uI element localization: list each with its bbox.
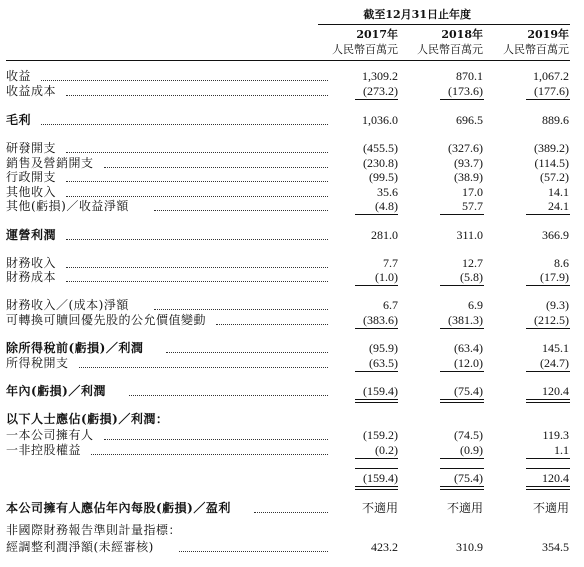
cell-value-col-2: 12.7	[462, 256, 483, 270]
row-label: 其他收入	[6, 185, 57, 199]
leader-dots	[154, 210, 329, 211]
subtotal-rule	[440, 489, 484, 490]
cell-value-col-2: (5.8)	[460, 270, 483, 284]
leader-dots	[154, 309, 329, 310]
year-2017-header: 2017年	[356, 28, 398, 41]
cell-value-col-2: 696.5	[456, 113, 483, 127]
cell-value-col-3: (389.2)	[534, 141, 569, 155]
cell-value-col-1: (455.5)	[363, 141, 398, 155]
cell-value-col-2: 17.0	[462, 185, 483, 199]
cell-value-col-2: 311.0	[456, 228, 483, 242]
leader-dots	[66, 196, 328, 197]
cell-value-col-1: (159.2)	[363, 428, 398, 442]
cell-value-col-3: (24.7)	[540, 356, 569, 370]
subtotal-rule	[526, 285, 570, 286]
cell-value-col-1: (95.9)	[369, 341, 398, 355]
cell-value-col-2: (0.9)	[460, 443, 483, 457]
cell-value-col-3: (114.5)	[534, 156, 569, 170]
row-label: 一非控股權益	[6, 443, 82, 457]
subtotal-rule	[526, 468, 570, 469]
row-label: 以下人士應佔(虧損)／利潤：	[6, 412, 169, 426]
subtotal-rule	[526, 371, 570, 372]
unit-2018-header: 人民幣百萬元	[417, 43, 483, 56]
subtotal-rule	[526, 486, 570, 487]
subtotal-rule	[355, 402, 398, 403]
cell-value-col-3: 889.6	[542, 113, 569, 127]
subtotal-rule	[355, 328, 398, 329]
subtotal-rule	[526, 402, 570, 403]
cell-value-col-3: (9.3)	[546, 298, 569, 312]
subtotal-rule	[440, 371, 484, 372]
row-label: 研發開支	[6, 141, 57, 155]
leader-dots	[91, 454, 328, 455]
cell-value-col-2: 870.1	[456, 69, 483, 83]
cell-value-col-2: 不適用	[446, 501, 483, 515]
row-label: 除所得稅前(虧損)／利潤	[6, 341, 144, 355]
row-label: 運營利潤	[6, 228, 57, 242]
cell-value-col-3: 366.9	[542, 228, 569, 242]
cell-value-col-2: (75.4)	[454, 384, 483, 398]
leader-dots	[254, 512, 329, 513]
subtotal-rule	[526, 399, 570, 400]
row-label: 收益成本	[6, 84, 57, 98]
unit-2017-header: 人民幣百萬元	[332, 43, 398, 56]
period-header: 截至12月31日止年度	[363, 8, 471, 21]
subtotal-rule	[355, 486, 398, 487]
cell-value-col-1: 1,309.2	[362, 69, 398, 83]
subtotal-rule	[440, 285, 484, 286]
leader-dots	[66, 267, 328, 268]
cell-value-col-3: (177.6)	[534, 84, 569, 98]
table-top-rule	[6, 60, 570, 61]
row-label: 行政開支	[6, 170, 57, 184]
cell-value-col-1: (1.0)	[375, 270, 398, 284]
leader-dots	[104, 439, 329, 440]
cell-value-col-3: 14.1	[548, 185, 569, 199]
row-label: 毛利	[6, 113, 32, 127]
leader-dots	[66, 281, 328, 282]
unit-2019-header: 人民幣百萬元	[503, 43, 569, 56]
cell-value-col-1: (99.5)	[369, 170, 398, 184]
leader-dots	[104, 167, 329, 168]
subtotal-rule	[440, 402, 484, 403]
row-label: 銷售及營銷開支	[6, 156, 94, 170]
cell-value-col-1: (159.4)	[363, 471, 398, 485]
cell-value-col-1: 423.2	[371, 540, 398, 554]
leader-dots	[66, 239, 328, 240]
cell-value-col-1: 281.0	[371, 228, 398, 242]
cell-value-col-2: (38.9)	[454, 170, 483, 184]
subtotal-rule	[526, 99, 570, 100]
cell-value-col-1: 1,036.0	[362, 113, 398, 127]
row-label: 一本公司擁有人	[6, 428, 94, 442]
cell-value-col-3: 1,067.2	[533, 69, 569, 83]
subtotal-rule	[355, 399, 398, 400]
leader-dots	[129, 395, 329, 396]
cell-value-col-3: 119.3	[542, 428, 569, 442]
row-label: 可轉換可贖回優先股的公允價值變動	[6, 313, 207, 327]
cell-value-col-2: (75.4)	[454, 471, 483, 485]
row-label: 年內(虧損)／利潤	[6, 384, 106, 398]
cell-value-col-2: (173.6)	[448, 84, 483, 98]
subtotal-rule	[440, 328, 484, 329]
cell-value-col-2: (12.0)	[454, 356, 483, 370]
subtotal-rule	[440, 468, 484, 469]
cell-value-col-1: 7.7	[383, 256, 398, 270]
subtotal-rule	[355, 468, 398, 469]
cell-value-col-3: 145.1	[542, 341, 569, 355]
leader-dots	[166, 352, 328, 353]
row-label: 其他(虧損)／收益淨額	[6, 199, 129, 213]
cell-value-col-3: 8.6	[554, 256, 569, 270]
row-label: 本公司擁有人應佔年內每股(虧損)／盈利	[6, 501, 231, 515]
cell-value-col-3: (17.9)	[540, 270, 569, 284]
subtotal-rule	[440, 214, 484, 215]
subtotal-rule	[355, 458, 398, 459]
cell-value-col-2: 310.9	[456, 540, 483, 554]
leader-dots	[66, 181, 328, 182]
row-label: 所得稅開支	[6, 356, 69, 370]
cell-value-col-3: (212.5)	[534, 313, 569, 327]
cell-value-col-2: (381.3)	[448, 313, 483, 327]
cell-value-col-3: 120.4	[542, 471, 569, 485]
row-label: 非國際財務報告準則計量指標：	[6, 523, 182, 537]
cell-value-col-1: 6.7	[383, 298, 398, 312]
cell-value-col-1: (0.2)	[375, 443, 398, 457]
cell-value-col-1: (159.4)	[363, 384, 398, 398]
leader-dots	[41, 124, 328, 125]
leader-dots	[216, 324, 328, 325]
cell-value-col-2: (74.5)	[454, 428, 483, 442]
row-label: 收益	[6, 69, 32, 83]
year-2019-header: 2019年	[527, 28, 569, 41]
subtotal-rule	[440, 99, 484, 100]
cell-value-col-3: 354.5	[542, 540, 569, 554]
cell-value-col-2: (63.4)	[454, 341, 483, 355]
subtotal-rule	[526, 458, 570, 459]
leader-dots	[41, 80, 328, 81]
row-label: 經調整利潤淨額(未經審核)	[6, 540, 154, 554]
cell-value-col-3: 120.4	[542, 384, 569, 398]
cell-value-col-2: 57.7	[462, 199, 483, 213]
subtotal-rule	[355, 489, 398, 490]
cell-value-col-1: (4.8)	[375, 199, 398, 213]
year-2018-header: 2018年	[441, 28, 483, 41]
subtotal-rule	[526, 214, 570, 215]
cell-value-col-1: (63.5)	[369, 356, 398, 370]
subtotal-rule	[440, 399, 484, 400]
subtotal-rule	[355, 99, 398, 100]
cell-value-col-2: (327.6)	[448, 141, 483, 155]
leader-dots	[66, 95, 328, 96]
cell-value-col-1: 不適用	[361, 501, 398, 515]
subtotal-rule	[440, 486, 484, 487]
leader-dots	[66, 152, 328, 153]
cell-value-col-2: 6.9	[468, 298, 483, 312]
row-label: 財務收入	[6, 256, 57, 270]
subtotal-rule	[355, 214, 398, 215]
cell-value-col-3: 不適用	[532, 501, 569, 515]
row-label: 財務成本	[6, 270, 57, 284]
cell-value-col-2: (93.7)	[454, 156, 483, 170]
header-rule	[318, 24, 570, 25]
leader-dots	[179, 551, 329, 552]
cell-value-col-3: 24.1	[548, 199, 569, 213]
row-label: 財務收入／(成本)淨額	[6, 298, 129, 312]
cell-value-col-1: (230.8)	[363, 156, 398, 170]
cell-value-col-1: 35.6	[377, 185, 398, 199]
subtotal-rule	[355, 371, 398, 372]
subtotal-rule	[526, 328, 570, 329]
subtotal-rule	[440, 458, 484, 459]
cell-value-col-1: (273.2)	[363, 84, 398, 98]
cell-value-col-3: (57.2)	[540, 170, 569, 184]
subtotal-rule	[526, 489, 570, 490]
subtotal-rule	[355, 285, 398, 286]
leader-dots	[79, 367, 329, 368]
cell-value-col-1: (383.6)	[363, 313, 398, 327]
cell-value-col-3: 1.1	[554, 443, 569, 457]
